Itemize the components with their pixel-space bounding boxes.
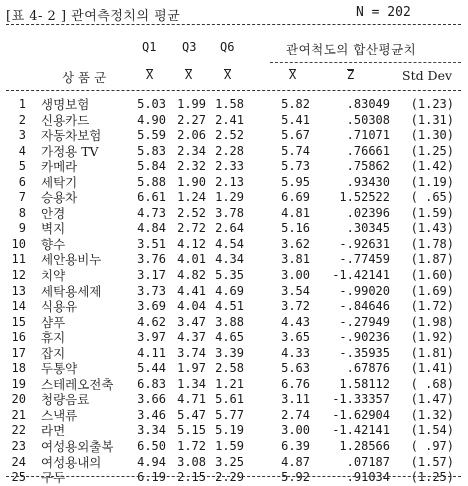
- x-mean-value: 5.92: [281, 470, 310, 485]
- q6-value: 5.19: [215, 423, 244, 438]
- q6-value: 2.33: [215, 159, 244, 174]
- z-score-value: -1.42141: [332, 423, 390, 438]
- x-mean-value: 3.54: [281, 283, 310, 298]
- x-mean-value: 3.81: [281, 252, 310, 267]
- std-dev-value: (1.30): [410, 128, 454, 143]
- std-dev-value: (1.98): [410, 314, 454, 329]
- row-number: 23: [11, 439, 26, 454]
- product-name: 신용카드: [41, 112, 90, 128]
- x-mean-value: 6.76: [281, 376, 310, 391]
- q6-value: 2.29: [215, 470, 244, 485]
- q1-value: 3.34: [137, 423, 166, 438]
- row-number: 14: [11, 299, 26, 314]
- product-name: 라면: [41, 423, 66, 439]
- z-score-value: .93430: [346, 174, 390, 189]
- q3-value: 4.01: [177, 252, 206, 267]
- product-name: 두통약: [41, 361, 78, 377]
- q3-value: 1.72: [177, 439, 206, 454]
- z-score-value: -1.42141: [332, 268, 390, 283]
- product-name: 식용유: [41, 299, 78, 315]
- q1-value: 5.44: [137, 361, 166, 376]
- z-score-value: .91034: [346, 470, 390, 485]
- product-name: 생명보험: [41, 97, 90, 112]
- x-mean-value: 5.95: [281, 174, 310, 189]
- product-name: 치약: [41, 268, 66, 284]
- x-mean-value: 4.33: [281, 345, 310, 360]
- col-header-std-dev: Std Dev: [402, 68, 453, 83]
- table-row: [0, 97, 468, 113]
- q6-value: 1.59: [215, 439, 244, 454]
- q6-value: 2.28: [215, 143, 244, 158]
- z-score-value: -.35935: [339, 345, 390, 360]
- row-number: 7: [18, 190, 26, 205]
- std-dev-value: ( .65): [410, 190, 454, 205]
- std-dev-value: (1.42): [410, 159, 454, 174]
- std-dev-value: (1.60): [410, 268, 454, 283]
- std-dev-value: (1.92): [410, 330, 454, 345]
- table-row: [0, 159, 468, 175]
- product-name: 가정용 TV: [41, 143, 99, 159]
- row-number: 10: [11, 236, 26, 251]
- q3-value: 1.90: [177, 174, 206, 189]
- q3-value: 4.41: [177, 283, 206, 298]
- q3-value: 4.71: [177, 392, 206, 407]
- row-number: 5: [18, 159, 26, 174]
- q6-value: 2.41: [215, 112, 244, 127]
- z-score-value: -1.62904: [332, 407, 390, 422]
- z-score-value: -.99020: [339, 283, 390, 298]
- product-name: 세탁기: [41, 174, 78, 190]
- x-mean-value: 5.82: [281, 97, 310, 111]
- q3-value: 4.37: [177, 330, 206, 345]
- std-dev-value: (1.69): [410, 283, 454, 298]
- q1-value: 3.51: [137, 236, 166, 251]
- q3-value: 2.15: [177, 470, 206, 485]
- x-mean-value: 4.87: [281, 454, 310, 469]
- product-name: 스테레오전축: [41, 376, 114, 392]
- std-dev-value: ( .97): [410, 439, 454, 454]
- x-mean-value: 6.39: [281, 439, 310, 454]
- table-row: [0, 175, 468, 191]
- q1-value: 3.17: [137, 268, 166, 283]
- q1-value: 3.97: [137, 330, 166, 345]
- product-name: 세안용비누: [41, 252, 102, 268]
- q1-value: 5.83: [137, 143, 166, 158]
- table-row: [0, 408, 468, 424]
- product-name: 여성용내의: [41, 454, 102, 470]
- col-header-q1-mean: X: [146, 68, 154, 82]
- row-number: 4: [18, 143, 26, 158]
- product-name: 벽지: [41, 221, 66, 237]
- table-row: [0, 299, 468, 315]
- x-mean-value: 3.62: [281, 236, 310, 251]
- row-number: 1: [18, 97, 26, 111]
- z-score-value: .07187: [346, 454, 390, 469]
- std-dev-value: (1.78): [410, 236, 454, 251]
- x-mean-value: 4.81: [281, 205, 310, 220]
- z-score-value: -.27949: [339, 314, 390, 329]
- q1-value: 5.03: [137, 97, 166, 111]
- std-dev-value: (1.19): [410, 174, 454, 189]
- q3-value: 5.15: [177, 423, 206, 438]
- product-name: 여성용외출복: [41, 439, 114, 455]
- row-number: 15: [11, 314, 26, 329]
- z-score-value: -1.33357: [332, 392, 390, 407]
- product-name: 구두: [41, 470, 66, 486]
- q6-value: 1.21: [215, 376, 244, 391]
- std-dev-value: (1.81): [410, 345, 454, 360]
- q1-value: 6.61: [137, 190, 166, 205]
- q3-value: 2.52: [177, 205, 206, 220]
- product-name: 청량음료: [41, 392, 90, 408]
- std-dev-value: (1.25): [410, 470, 454, 485]
- row-number: 8: [18, 205, 26, 220]
- q6-value: 2.13: [215, 174, 244, 189]
- q6-value: 4.51: [215, 299, 244, 314]
- q3-value: 4.12: [177, 236, 206, 251]
- q6-value: 4.69: [215, 283, 244, 298]
- table-body: [0, 97, 468, 486]
- row-number: 22: [11, 423, 26, 438]
- product-name: 자동차보험: [41, 128, 102, 144]
- product-name: 잡지: [41, 345, 66, 361]
- x-mean-value: 2.74: [281, 407, 310, 422]
- col-header-q1: Q1: [142, 40, 157, 54]
- table-row: [0, 284, 468, 300]
- table-row: [0, 113, 468, 129]
- row-number: 20: [11, 392, 26, 407]
- std-dev-value: (1.54): [410, 423, 454, 438]
- std-dev-value: ( .68): [410, 376, 454, 391]
- table-row: [0, 190, 468, 206]
- col-header-q3: Q3: [182, 40, 197, 54]
- table-row: [0, 361, 468, 377]
- product-name: 카메라: [41, 159, 78, 175]
- q1-value: 5.84: [137, 159, 166, 174]
- row-number: 3: [18, 128, 26, 143]
- table-row: [0, 221, 468, 237]
- q1-value: 4.62: [137, 314, 166, 329]
- q6-value: 5.61: [215, 392, 244, 407]
- product-name: 스낵류: [41, 407, 78, 423]
- q3-value: 3.08: [177, 454, 206, 469]
- q3-value: 2.06: [177, 128, 206, 143]
- row-number: 17: [11, 345, 26, 360]
- q3-value: 3.74: [177, 345, 206, 360]
- x-mean-value: 5.73: [281, 159, 310, 174]
- x-mean-value: 6.69: [281, 190, 310, 205]
- product-name: 안경: [41, 205, 66, 221]
- row-number: 16: [11, 330, 26, 345]
- z-score-value: .71071: [346, 128, 390, 143]
- row-number: 6: [18, 174, 26, 189]
- table-row: [0, 455, 468, 471]
- table-row: [0, 377, 468, 393]
- q1-value: 4.84: [137, 221, 166, 236]
- x-mean-value: 5.74: [281, 143, 310, 158]
- q3-value: 4.82: [177, 268, 206, 283]
- table-row: [0, 237, 468, 253]
- x-mean-value: 5.16: [281, 221, 310, 236]
- table-row: [0, 206, 468, 222]
- product-name: 승용차: [41, 190, 78, 206]
- col-header-z: Z: [347, 68, 355, 82]
- x-mean-value: 3.00: [281, 268, 310, 283]
- q3-value: 2.32: [177, 159, 206, 174]
- bottom-rule: [6, 476, 461, 477]
- q1-value: 6.83: [137, 376, 166, 391]
- std-dev-value: (1.59): [410, 205, 454, 220]
- std-dev-value: (1.23): [410, 97, 454, 111]
- row-number: 9: [18, 221, 26, 236]
- std-dev-value: (1.41): [410, 361, 454, 376]
- q3-value: 1.34: [177, 376, 206, 391]
- table-row: [0, 470, 468, 486]
- col-group-header: 관여척도의 합산평균치: [286, 42, 417, 57]
- x-mean-value: 5.41: [281, 112, 310, 127]
- q6-value: 4.65: [215, 330, 244, 345]
- z-score-value: .30345: [346, 221, 390, 236]
- table-row: [0, 144, 468, 160]
- q3-value: 4.04: [177, 299, 206, 314]
- z-score-value: .75862: [346, 159, 390, 174]
- q1-value: 4.90: [137, 112, 166, 127]
- col-header-q3-mean: X: [185, 68, 193, 82]
- std-dev-value: (1.57): [410, 454, 454, 469]
- row-number: 18: [11, 361, 26, 376]
- row-number: 21: [11, 407, 26, 422]
- q6-value: 2.64: [215, 221, 244, 236]
- q3-value: 1.99: [177, 97, 206, 111]
- product-name: 샴푸: [41, 314, 66, 330]
- q1-value: 5.59: [137, 128, 166, 143]
- table-row: [0, 439, 468, 455]
- col-header-q6-mean: X: [224, 68, 232, 82]
- row-number: 2: [18, 112, 26, 127]
- table-row: [0, 392, 468, 408]
- z-score-value: .76661: [346, 143, 390, 158]
- table-row: [0, 423, 468, 439]
- x-mean-value: 4.43: [281, 314, 310, 329]
- std-dev-value: (1.72): [410, 299, 454, 314]
- q6-value: 4.54: [215, 236, 244, 251]
- z-score-value: -.84646: [339, 299, 390, 314]
- col-header-product: 상 품 군: [62, 70, 107, 85]
- table-row: [0, 315, 468, 331]
- table-row: [0, 128, 468, 144]
- x-mean-value: 3.65: [281, 330, 310, 345]
- row-number: 24: [11, 454, 26, 469]
- q1-value: 3.76: [137, 252, 166, 267]
- z-score-value: -.90236: [339, 330, 390, 345]
- q3-value: 1.97: [177, 361, 206, 376]
- table-row: [0, 346, 468, 362]
- q6-value: 1.29: [215, 190, 244, 205]
- col-header-x-mean: X: [289, 68, 297, 82]
- product-name: 향수: [41, 236, 66, 252]
- q3-value: 5.47: [177, 407, 206, 422]
- q6-value: 1.58: [215, 97, 244, 111]
- q6-value: 3.25: [215, 454, 244, 469]
- z-score-value: 1.52522: [339, 190, 390, 205]
- row-number: 11: [11, 252, 26, 267]
- z-score-value: .83049: [346, 97, 390, 111]
- q1-value: 4.94: [137, 454, 166, 469]
- col-header-q6: Q6: [220, 40, 235, 54]
- q6-value: 5.35: [215, 268, 244, 283]
- row-number: 25: [11, 470, 26, 485]
- row-number: 19: [11, 376, 26, 391]
- std-dev-value: (1.25): [410, 143, 454, 158]
- z-score-value: -.92631: [339, 236, 390, 251]
- row-number: 13: [11, 283, 26, 298]
- z-score-value: -.77459: [339, 252, 390, 267]
- std-dev-value: (1.47): [410, 392, 454, 407]
- q6-value: 3.88: [215, 314, 244, 329]
- q6-value: 3.39: [215, 345, 244, 360]
- q1-value: 6.19: [137, 470, 166, 485]
- q6-value: 5.77: [215, 407, 244, 422]
- q1-value: 3.69: [137, 299, 166, 314]
- q6-value: 2.58: [215, 361, 244, 376]
- x-mean-value: 3.72: [281, 299, 310, 314]
- q3-value: 3.47: [177, 314, 206, 329]
- table-row: [0, 268, 468, 284]
- table-row: [0, 330, 468, 346]
- z-score-value: 1.28566: [339, 439, 390, 454]
- q1-value: 6.50: [137, 439, 166, 454]
- x-mean-value: 5.67: [281, 128, 310, 143]
- std-dev-value: (1.43): [410, 221, 454, 236]
- z-score-value: .50308: [346, 112, 390, 127]
- q6-value: 3.78: [215, 205, 244, 220]
- std-dev-value: (1.31): [410, 112, 454, 127]
- top-rule: [6, 24, 461, 25]
- z-score-value: .02396: [346, 205, 390, 220]
- q6-value: 4.34: [215, 252, 244, 267]
- q1-value: 3.46: [137, 407, 166, 422]
- header-rule: [6, 90, 461, 91]
- q1-value: 4.73: [137, 205, 166, 220]
- z-score-value: 1.58112: [339, 376, 390, 391]
- x-mean-value: 3.00: [281, 423, 310, 438]
- q3-value: 1.24: [177, 190, 206, 205]
- x-mean-value: 3.11: [281, 392, 310, 407]
- table-title: [표 4- 2 ] 관여측정치의 평균: [6, 9, 181, 24]
- sample-size: N = 202: [356, 5, 411, 20]
- q6-value: 2.52: [215, 128, 244, 143]
- product-name: 휴지: [41, 330, 66, 346]
- q3-value: 2.27: [177, 112, 206, 127]
- q1-value: 5.88: [137, 174, 166, 189]
- q1-value: 3.73: [137, 283, 166, 298]
- row-number: 12: [11, 268, 26, 283]
- q1-value: 4.11: [137, 345, 166, 360]
- x-mean-value: 5.63: [281, 361, 310, 376]
- z-score-value: .67876: [346, 361, 390, 376]
- q3-value: 2.34: [177, 143, 206, 158]
- q3-value: 2.72: [177, 221, 206, 236]
- product-name: 세탁용세제: [41, 283, 102, 299]
- std-dev-value: (1.32): [410, 407, 454, 422]
- table-row: [0, 252, 468, 268]
- group-rule: [270, 62, 461, 63]
- std-dev-value: (1.87): [410, 252, 454, 267]
- q1-value: 3.66: [137, 392, 166, 407]
